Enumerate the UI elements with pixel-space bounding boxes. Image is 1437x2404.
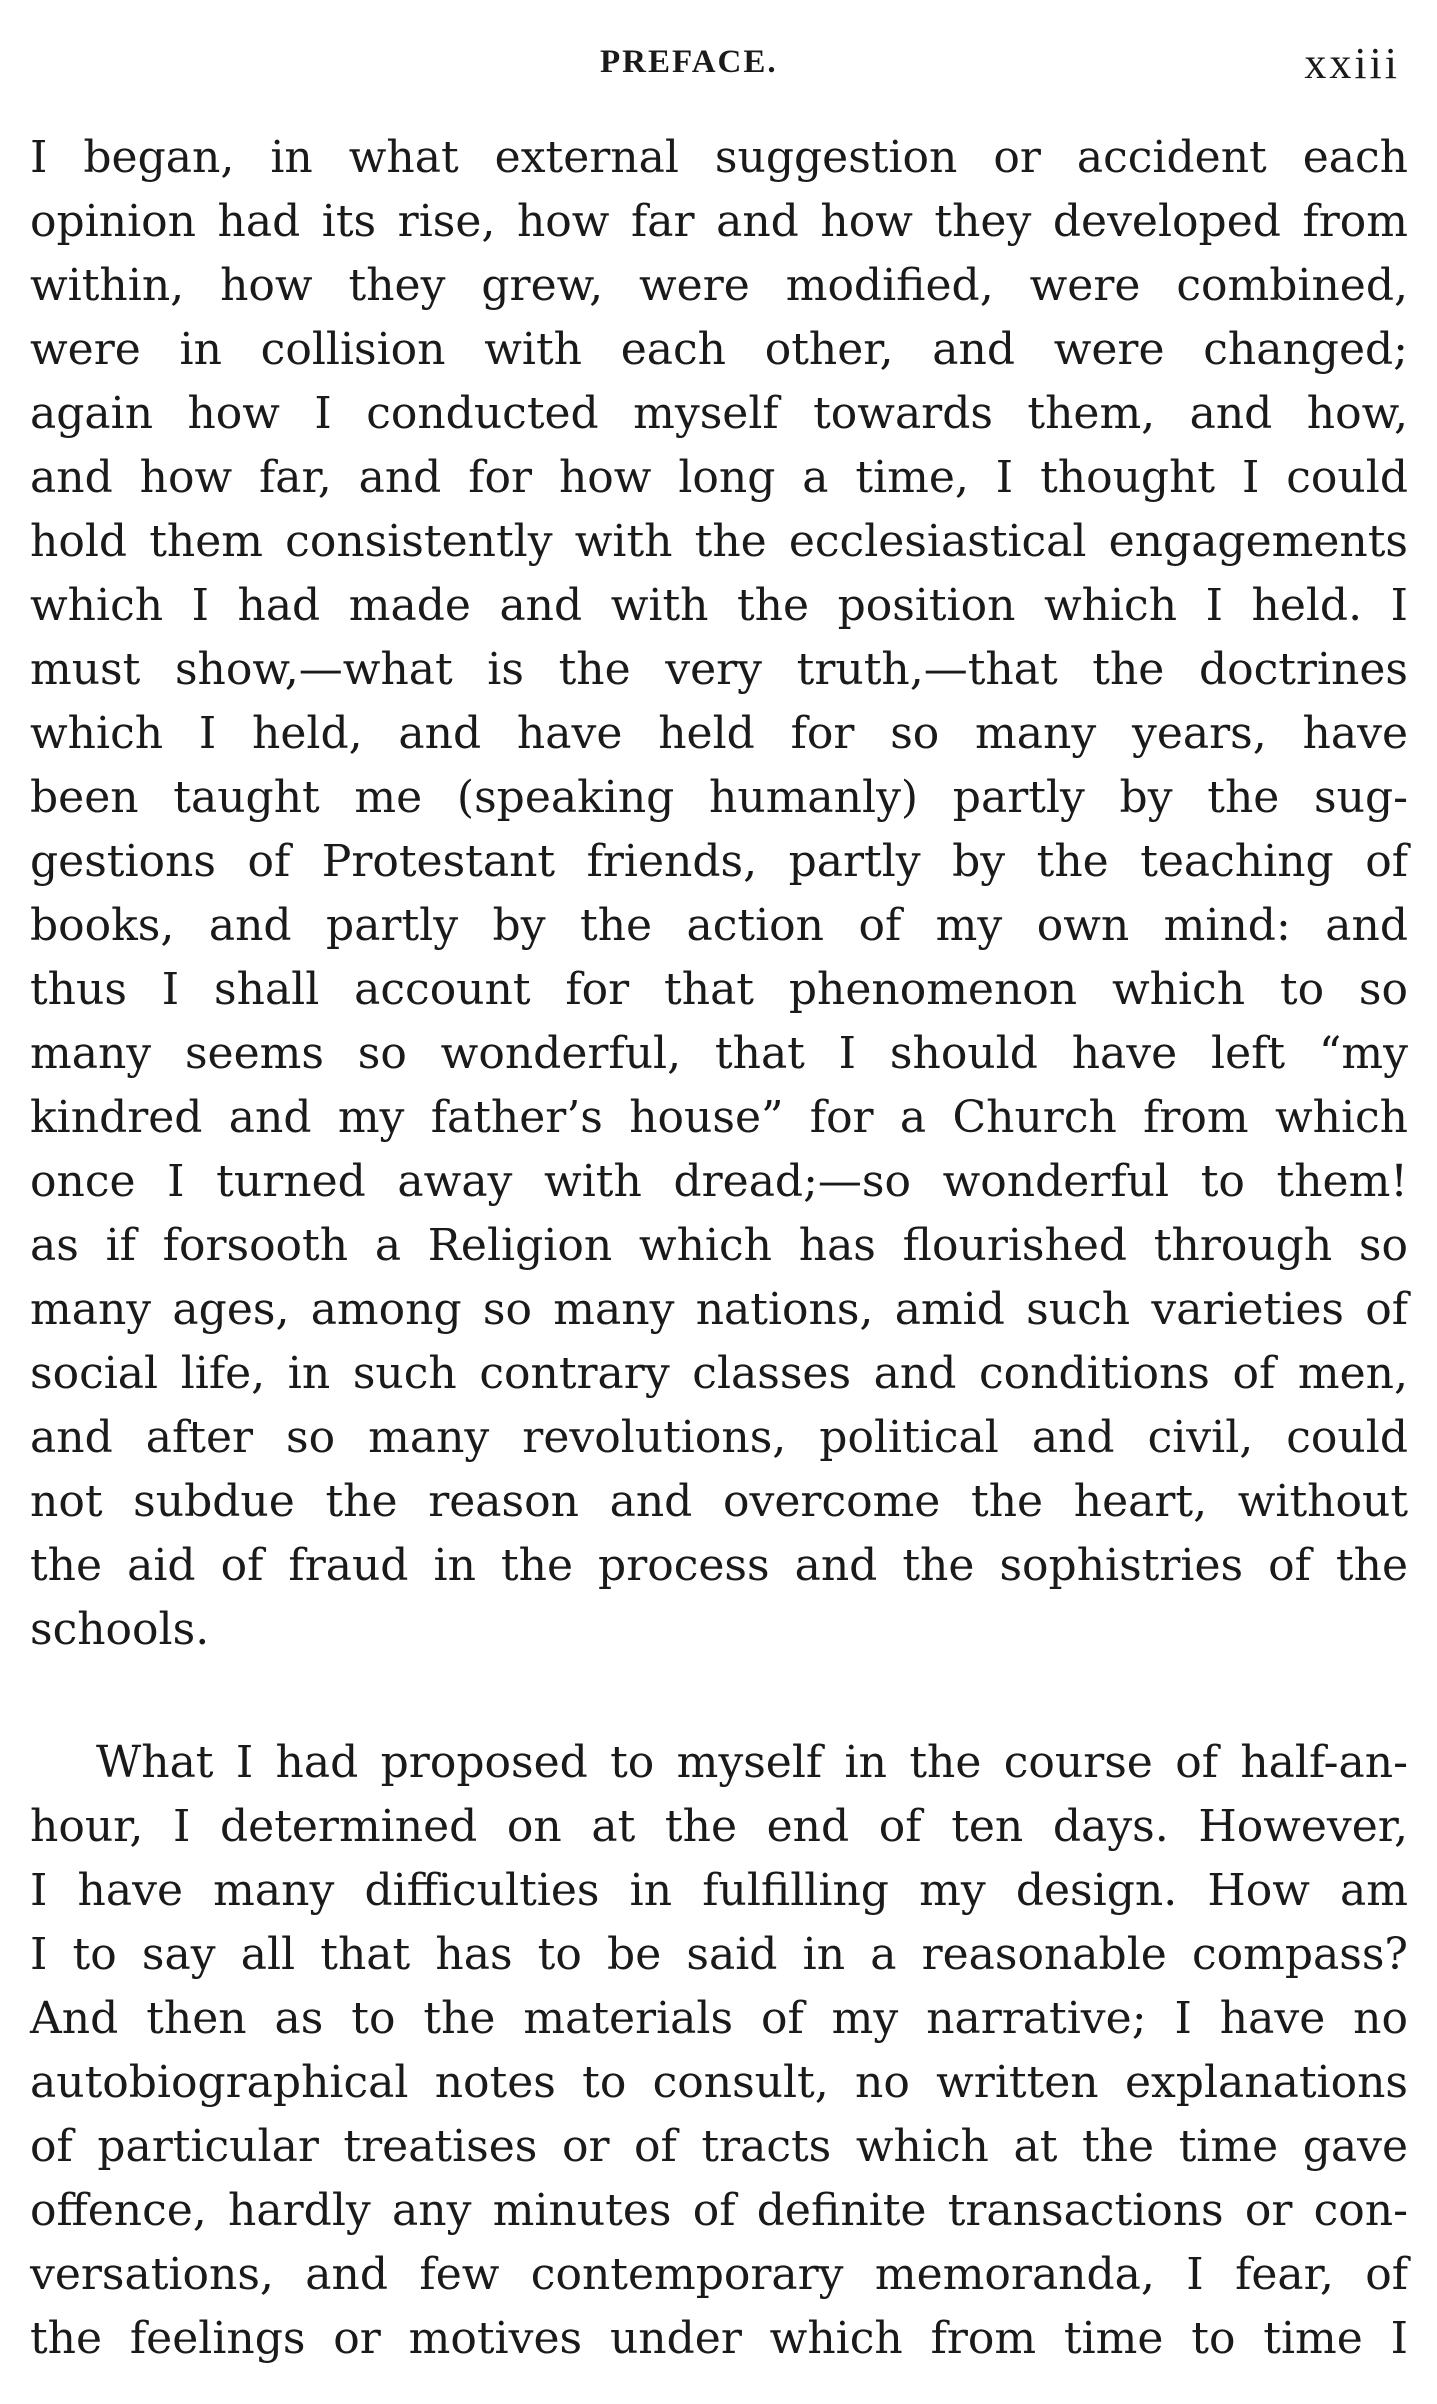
page-number: xxiii [1304, 39, 1400, 88]
text-line: must show,—what is the very truth,—that the doctrines [30, 644, 1408, 695]
paragraph-1 [30, 126, 1408, 1662]
text-line: many ages, among so many nations, amid such varieties of [30, 1284, 1408, 1335]
text-line: hour, I determined on at the end of ten days. However, [30, 1801, 1408, 1852]
text-line: which I held, and have held for so many years, have [30, 708, 1408, 759]
text-line: gestions of Protestant friends, partly by the teaching of [30, 836, 1408, 887]
text-line: I have many difficulties in fulfilling my design. How am [30, 1865, 1408, 1916]
text-line: social life, in such contrary classes and conditions of men, [30, 1348, 1408, 1399]
text-line: again how I conducted myself towards them, and how, [30, 388, 1408, 439]
text-line: I began, in what external suggestion or accident each [30, 132, 1408, 183]
text-line: not subdue the reason and overcome the heart, without [30, 1476, 1408, 1527]
text-line: kindred and my father’s house” for a Church from which [30, 1092, 1408, 1143]
text-line: thus I shall account for that phenomenon which to so [30, 964, 1408, 1015]
text-line: opinion had its rise, how far and how they developed from [30, 196, 1408, 247]
text-line: schools. [30, 1604, 210, 1655]
text-line: which I had made and with the position which I held. I [30, 580, 1408, 631]
text-line: hold them consistently with the ecclesiastical engagements [30, 516, 1408, 567]
text-line: within, how they grew, were modified, were combined, [30, 260, 1408, 311]
text-line: once I turned away with dread;—so wonderful to them! [30, 1156, 1408, 1207]
text-line: autobiographical notes to consult, no written explanations [30, 2057, 1408, 2108]
text-line: and after so many revolutions, political and civil, could [30, 1412, 1408, 1463]
text-line: been taught me (speaking humanly) partly by the sug- [30, 772, 1408, 823]
text-line: And then as to the materials of my narrative; I have no [30, 1993, 1408, 2044]
text-line: many seems so wonderful, that I should have left “my [30, 1028, 1408, 1079]
text-line: the aid of fraud in the process and the sophistries of the [30, 1540, 1408, 1591]
text-line: I to say all that has to be said in a reasonable compass? [30, 1929, 1408, 1980]
text-line: books, and partly by the action of my own mind: and [30, 900, 1408, 951]
text-line: offence, hardly any minutes of definite transactions or con- [30, 2185, 1408, 2236]
text-line: versations, and few contemporary memoranda, I fear, of [30, 2249, 1408, 2300]
text-line: of particular treatises or of tracts which at the time gave [30, 2121, 1408, 2172]
text-line: were in collision with each other, and were changed; [30, 324, 1408, 375]
paragraph-2 [30, 1731, 1408, 2371]
running-title: PREFACE. [600, 44, 778, 80]
text-line: What I had proposed to myself in the course of half-an- [96, 1737, 1408, 1788]
text-line: the feelings or motives under which from time to time I [30, 2313, 1408, 2364]
text-line: as if forsooth a Religion which has flourished through so [30, 1220, 1408, 1271]
running-head [30, 38, 1400, 88]
text-line: and how far, and for how long a time, I thought I could [30, 452, 1408, 503]
